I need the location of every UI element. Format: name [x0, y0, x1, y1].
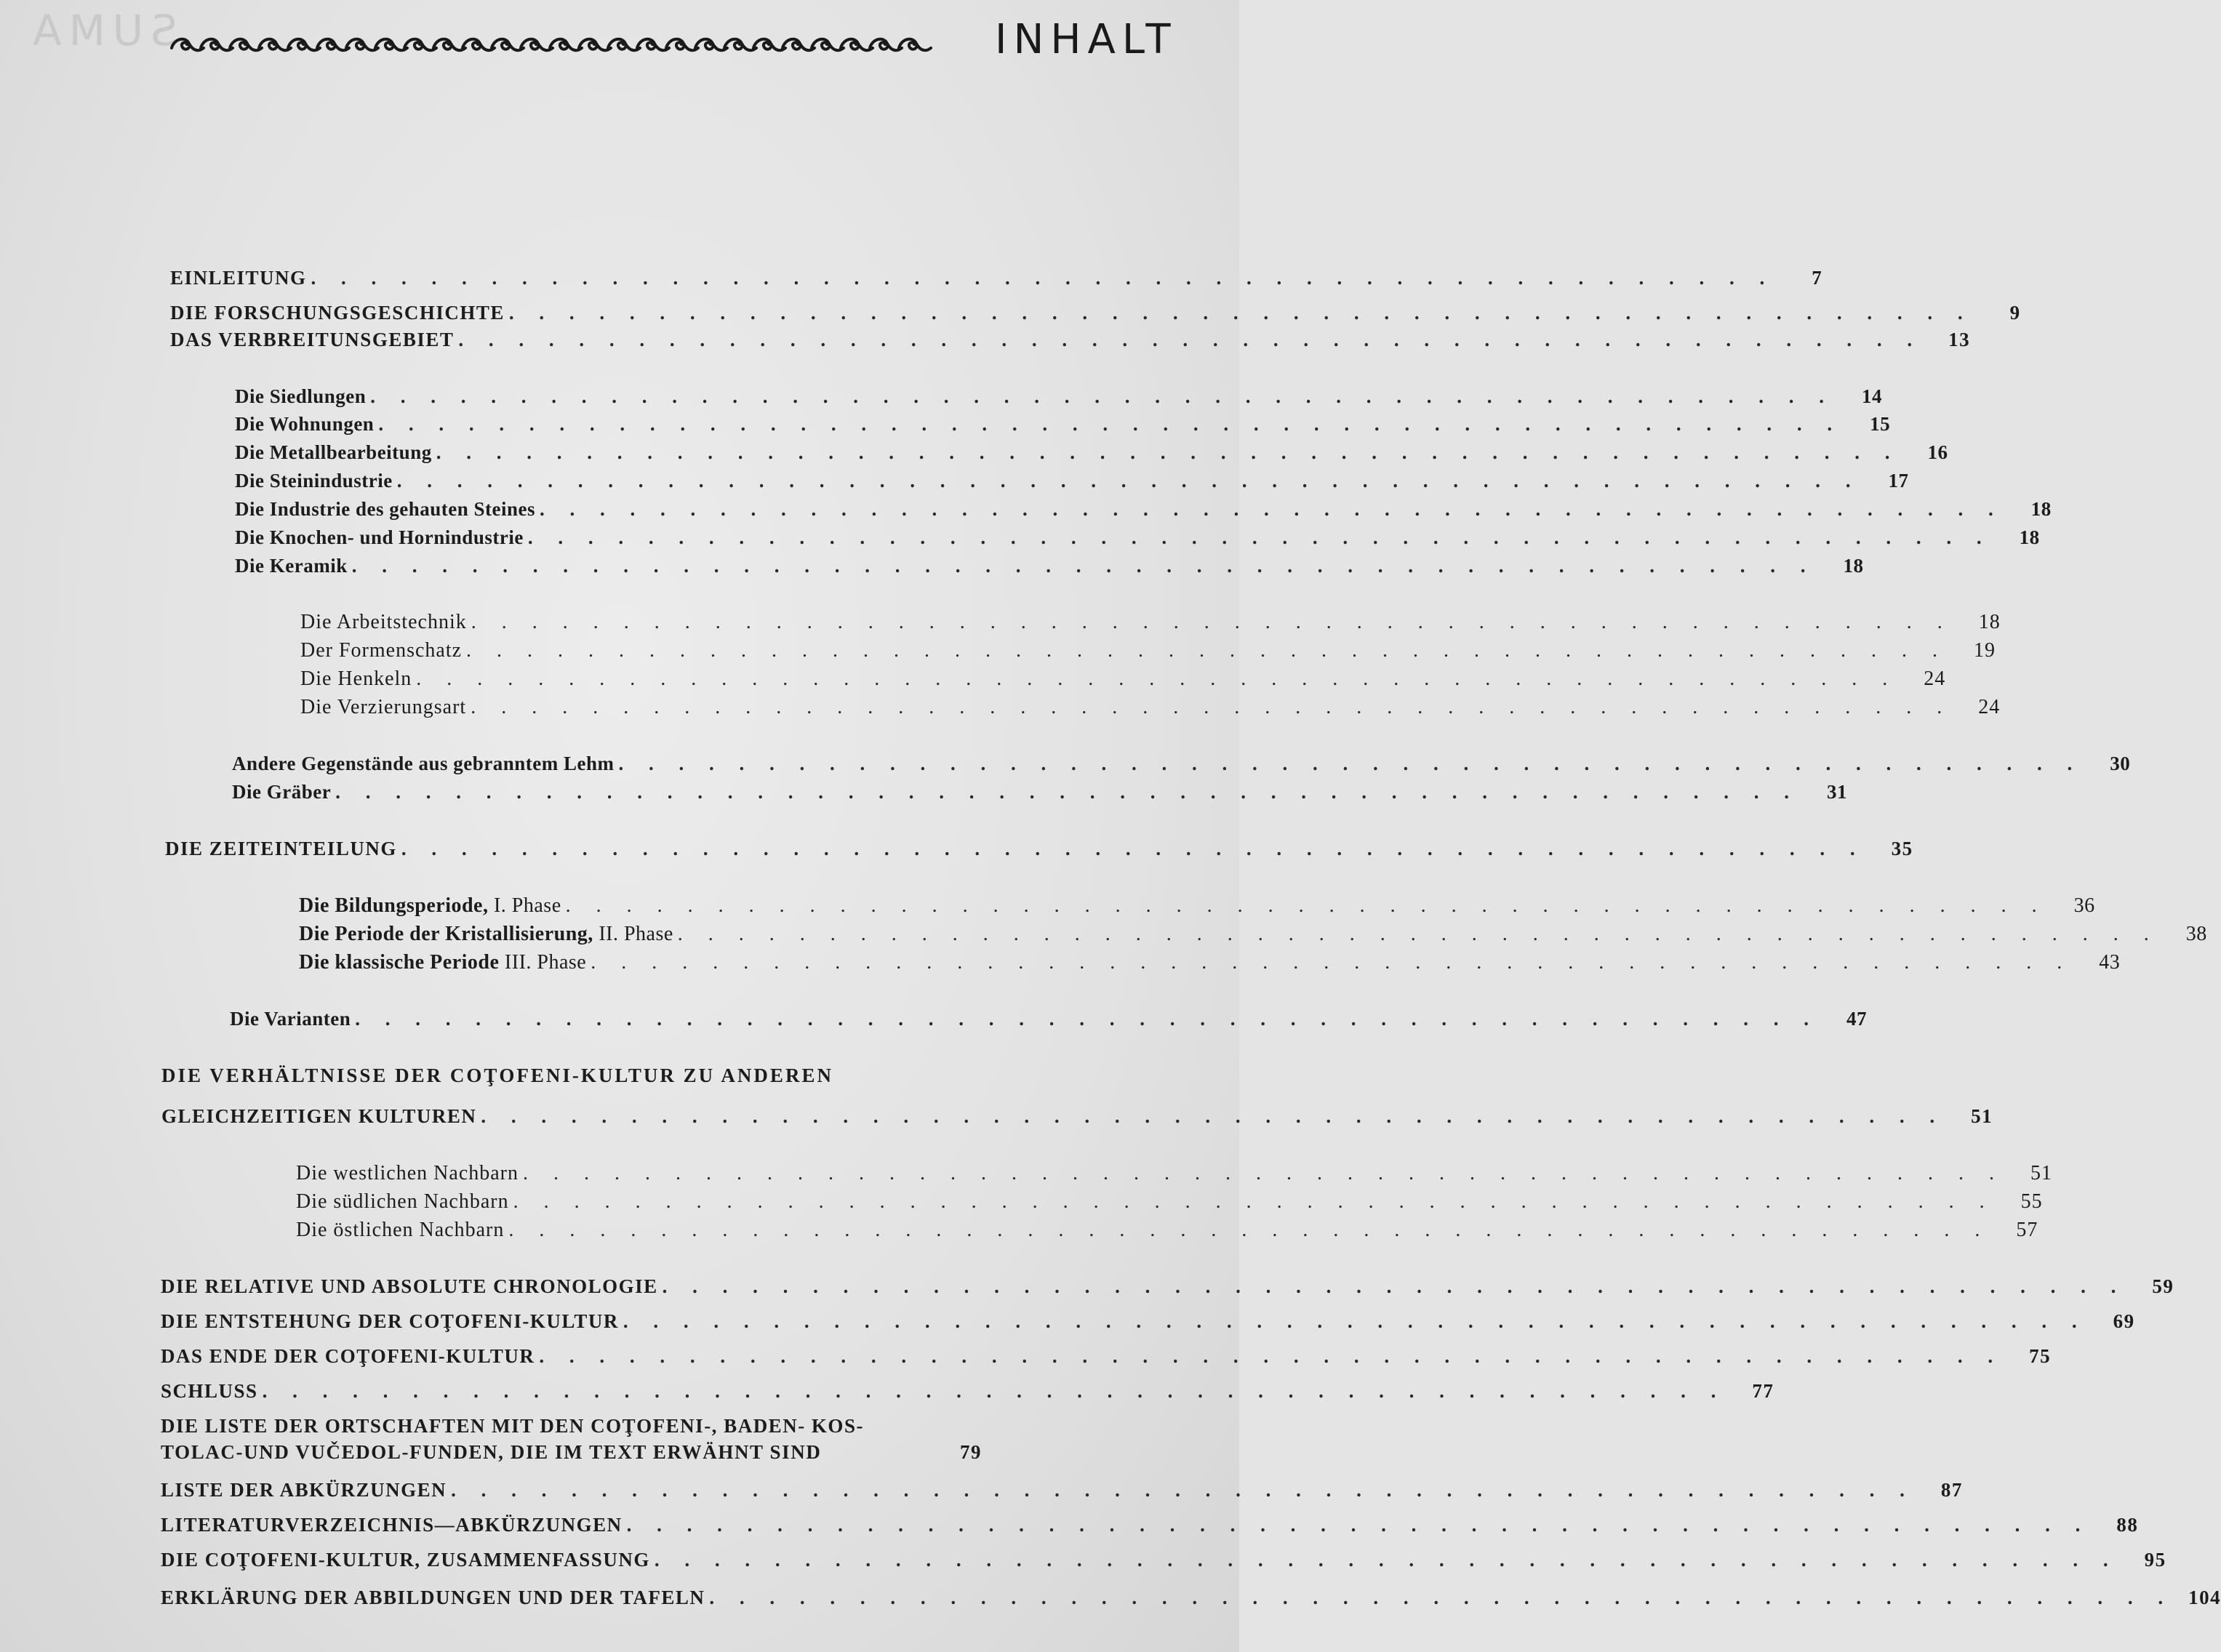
leader-dots: . . . . . . . . . . . . . . . . . . . . . . . . . . . . . . . . . . . . . . . . . . . . . . . . . — [508, 302, 1973, 324]
toc-page-number: 15 — [1870, 413, 1891, 435]
toc-entry-label: Die Henkeln — [300, 667, 412, 690]
toc-entry-arbeitstechnik — [300, 611, 2001, 634]
toc-entry-keramik — [235, 555, 1864, 577]
toc-page-number: 75 — [2029, 1345, 2052, 1367]
toc-page-number: 77 — [1752, 1380, 1774, 1402]
leader-dots: . . . . . . . . . . . . . . . . . . . . . . . . . . . . . . . . . . . . . . . . . . . . . . . . . — [471, 696, 1953, 718]
toc-page-number: 30 — [2110, 753, 2131, 774]
toc-entry-label: DIE COŢOFENI-KULTUR, ZUSAMMENFASSUNG — [161, 1549, 650, 1571]
toc-page-number: 16 — [1927, 441, 1948, 463]
toc-page-number: 17 — [1888, 470, 1909, 492]
toc-entry-henkeln — [300, 667, 1946, 691]
toc-entry-label: LITERATURVERZEICHNIS—ABKÜRZUNGEN — [161, 1514, 623, 1536]
toc-entry-ortschaften-line1 — [161, 1415, 910, 1438]
toc-entry-zusammenfassung — [161, 1549, 2166, 1571]
toc-entry-metallbearbeitung — [235, 441, 1948, 464]
toc-entry-label-line1: DIE LISTE DER ORTSCHAFTEN MIT DEN COŢOFENI-, BADEN- KOS- — [161, 1415, 864, 1437]
toc-page-number: 13 — [1948, 329, 1971, 350]
leader-dots: . . . . . . . . . . . . . . . . . . . . . . . . . . . . . . . . . . . . . . . . . . . . . . . . . — [378, 413, 1843, 435]
leader-dots: . . . . . . . . . . . . . . . . . . . . . . . . . . . . . . . . . . . . . . . . . . . . . . . . . — [451, 1479, 1915, 1501]
toc-page-number: 95 — [2144, 1549, 2166, 1571]
toc-page-number: 69 — [2113, 1310, 2135, 1332]
toc-page-number: 38 — [2185, 923, 2207, 945]
leader-dots: . . . . . . . . . . . . . . . . . . . . . . . . . . . . . . . . . . . . . . . . . . . . . . . . . — [262, 1380, 1726, 1402]
toc-entry-label: Die östlichen Nachbarn — [296, 1219, 505, 1241]
toc-entry-label: Die Keramik — [235, 555, 348, 577]
page-title: INHALT — [995, 16, 1177, 63]
toc-page-number: 88 — [2116, 1514, 2139, 1536]
bleed-through-title: SUMA — [25, 6, 177, 55]
toc-entry-label: Die klassische Periode III. Phase — [299, 951, 587, 974]
toc-entry-literaturverzeichnis — [161, 1514, 2139, 1536]
toc-entry-wohnungen — [235, 413, 1891, 436]
toc-entry-label: Die Metallbearbeitung — [235, 441, 432, 463]
toc-entry-label: Der Formenschatz — [300, 639, 463, 662]
toc-page-number: 18 — [2030, 498, 2052, 520]
leader-dots: . . . . . . . . . . . . . . . . . . . . . . . . . . . . . . . . . . . . . . . . . . . . . . . . . — [591, 951, 2073, 974]
toc-page-number: 18 — [1843, 555, 1864, 577]
toc-page-number: 7 — [1812, 267, 1823, 289]
leader-dots: . . . . . . . . . . . . . . . . . . . . . . . . . . . . . . . . . . . . . . . . . . . . . . . . . — [351, 555, 1816, 577]
leader-dots: . . . . . . . . . . . . . . . . . . . . . . . . . . . . . . . . . . . . . . . . . . . . . . . . . — [539, 1345, 2004, 1367]
toc-page-number: 43 — [2099, 951, 2121, 974]
toc-entry-abkuerzungen — [161, 1479, 1963, 1501]
toc-entry-siedlungen — [235, 385, 1883, 408]
toc-page-number: 31 — [1826, 781, 1847, 803]
toc-entry-knochen-hornindustrie — [235, 526, 2040, 549]
leader-dots: . . . . . . . . . . . . . . . . . . . . . . . . . . . . . . . . . . . . . . . . . . . . . . . . . — [626, 1514, 2091, 1536]
toc-entry-label: Die Bildungsperiode, I. Phase — [299, 894, 561, 917]
leader-dots: . . . . . . . . . . . . . . . . . . . . . . . . . . . . . . . . . . . . . . . . . . . . . . . . . — [335, 781, 1799, 803]
toc-page-number: 87 — [1940, 1479, 1963, 1501]
leader-dots: . . . . . . . . . . . . . . . . . . . . . . . . . . . . . . . . . . . . . . . . . . . . . . . . . — [481, 1105, 1945, 1127]
toc-entry-suedlichen-nachbarn — [296, 1190, 2043, 1214]
toc-entry-label: Die südlichen Nachbarn — [296, 1190, 509, 1213]
toc-page-number: 79 — [960, 1441, 982, 1463]
toc-entry-gehauten-steines — [235, 498, 2052, 521]
toc-entry-label: Die Varianten — [230, 1008, 351, 1030]
toc-page-number: 51 — [2030, 1162, 2052, 1184]
toc-entry-label: DAS VERBREITUNSGEBIET — [170, 329, 455, 350]
toc-entry-label: Die Periode der Kristallisierung, II. Phase — [299, 923, 673, 945]
toc-entry-westlichen-nachbarn — [296, 1162, 2052, 1185]
leader-dots: . . . . . . . . . . . . . . . . . . . . . . . . . . . . . . . . . . . . . . . . . . . . . . . . . — [355, 1008, 1820, 1030]
toc-entry-label: DIE ZEITEINTEILUNG — [165, 838, 397, 859]
toc-entry-label: Die Siedlungen — [235, 385, 367, 407]
toc-entry-label: Die Gräber — [232, 781, 332, 803]
toc-entry-label: GLEICHZEITIGEN KULTUREN — [161, 1105, 477, 1127]
toc-page-number: 35 — [1891, 838, 1913, 859]
toc-entry-label: LISTE DER ABKÜRZUNGEN — [161, 1479, 447, 1501]
toc-entry-label-line1: DIE VERHÄLTNISSE DER COŢOFENI-KULTUR ZU ANDEREN — [161, 1064, 833, 1086]
toc-entry-label: TOLAC-UND VUČEDOL-FUNDEN, DIE IM TEXT ERWÄHNT SIND — [161, 1441, 822, 1463]
toc-page-number: 24 — [1924, 667, 1946, 690]
leader-dots: . . . . . . . . . . . . . . . . . . . . . . . . . . . . . . . . . . . . . . . . . . . . . . . . . — [662, 1275, 2126, 1297]
leader-dots: . . . . . . . . . . . . . . . . . . . . . . . . . . . . . . . . . . . . . . . . . . . . . . . . . — [466, 639, 1948, 662]
leader-dots: . . . . . . . . . . . . . . . . . . . . . . . . . . . . . . . . . . . . . . . . . . . . . . . . . — [508, 1219, 1990, 1241]
toc-page-number: 14 — [1862, 385, 1883, 407]
toc-entry-label: Andere Gegenstände aus gebranntem Lehm — [232, 753, 615, 774]
toc-entry-chronologie — [161, 1275, 2174, 1298]
toc-entry-label: Die westlichen Nachbarn — [296, 1162, 519, 1184]
toc-entry-label: EINLEITUNG — [170, 267, 307, 289]
leader-dots: . . . . . . . . . . . . . . . . . . . . . . . . . . . . . . . . . . . . . . . . . . . . . . . . . — [709, 1587, 2174, 1608]
leader-dots: . . . . . . . . . . . . . . . . . . . . . . . . . . . . . . . . . . . . . . . . . . . . . . . . . — [370, 385, 1835, 407]
leader-dots: . . . . . . . . . . . . . . . . . . . . . . . . . . . . . . . . . . . . . . . . . . . . . . . . . — [677, 923, 2159, 945]
leader-dots: . . . . . . . . . . . . . . . . . . . . . . . . . . . . . . . . . . . . . . . . . . . . . . . . . — [311, 267, 1775, 289]
toc-entry-label: Die Steinindustrie — [235, 470, 393, 492]
toc-page-number: 19 — [1974, 639, 1996, 662]
leader-dots: . . . . . . . . . . . . . . . . . . . . . . . . . . . . . . . . . . . . . . . . . . . . . . . . . — [396, 470, 1861, 492]
toc-entry-graeber — [232, 781, 1847, 803]
toc-entry-label: Die Industrie des gehauten Steines — [235, 498, 536, 520]
toc-entry-label: DIE ENTSTEHUNG DER COŢOFENI-KULTUR — [161, 1310, 619, 1332]
toc-entry-verhaeltnisse-line1 — [161, 1064, 905, 1087]
leader-dots: . . . . . . . . . . . . . . . . . . . . . . . . . . . . . . . . . . . . . . . . . . . . . . . . . — [527, 526, 1992, 548]
leader-dots: . . . . . . . . . . . . . . . . . . . . . . . . . . . . . . . . . . . . . . . . . . . . . . . . . — [436, 441, 1900, 463]
toc-page-number: 47 — [1846, 1008, 1868, 1030]
toc-entry-ortschaften — [161, 1441, 982, 1464]
toc-entry-label: DAS ENDE DER COŢOFENI-KULTUR — [161, 1345, 535, 1367]
leader-dots: . . . . . . . . . . . . . . . . . . . . . . . . . . . . . . . . . . . . . . . . . . . . . . . . . — [565, 894, 2047, 917]
toc-entry-bildungsperiode — [299, 894, 2095, 918]
toc-entry-varianten — [230, 1008, 1868, 1030]
toc-entry-klassische-periode — [299, 951, 2121, 974]
leader-dots: . . . . . . . . . . . . . . . . . . . . . . . . . . . . . . . . . . . . . . . . . . . . . . . . . — [623, 1310, 2087, 1332]
leader-dots: . . . . . . . . . . . . . . . . . . . . . . . . . . . . . . . . . . . . . . . . . . . . . . . . . — [471, 611, 1953, 633]
toc-entry-label: Die Arbeitstechnik — [300, 611, 467, 633]
toc-entry-label: DIE FORSCHUNGSGESCHICHTE — [170, 302, 505, 324]
leader-dots: . . . . . . . . . . . . . . . . . . . . . . . . . . . . . . . . . . . . . . . . . . . . . . . . . — [654, 1549, 2118, 1571]
toc-entry-forschungsgeschichte — [170, 302, 2021, 324]
toc-entry-label: Die Verzierungsart — [300, 696, 467, 718]
leader-dots: . . . . . . . . . . . . . . . . . . . . . . . . . . . . . . . . . . . . . . . . . . . . . . . . . — [458, 329, 1923, 350]
toc-entry-erklaerung — [161, 1587, 2221, 1609]
leader-dots: . . . . . . . . . . . . . . . . . . . . . . . . . . . . . . . . . . . . . . . . . . . . . . . . . — [523, 1162, 2004, 1184]
toc-page-number: 18 — [1978, 611, 2001, 633]
toc-page-number: 18 — [2019, 526, 2040, 548]
toc-entry-label: ERKLÄRUNG DER ABBILDUNGEN UND DER TAFELN — [161, 1587, 705, 1608]
toc-entry-gebranntem-lehm — [232, 753, 2131, 775]
toc-entry-ende — [161, 1345, 2052, 1368]
toc-entry-zeiteinteilung — [165, 838, 1913, 860]
leader-dots: . . . . . . . . . . . . . . . . . . . . . . . . . . . . . . . . . . . . . . . . . . . . . . . . . — [416, 667, 1898, 690]
leader-dots: . . . . . . . . . . . . . . . . . . . . . . . . . . . . . . . . . . . . . . . . . . . . . . . . . — [618, 753, 2083, 774]
toc-entry-formenschatz — [300, 639, 1996, 662]
toc-page-number: 36 — [2073, 894, 2095, 917]
toc-page-number: 57 — [2016, 1219, 2038, 1241]
toc-entry-oestlichen-nachbarn — [296, 1219, 2038, 1242]
toc-entry-verbreitunsgebiet — [170, 329, 1971, 351]
toc-entry-kristallisierung — [299, 923, 2207, 946]
toc-entry-label: Die Wohnungen — [235, 413, 375, 435]
toc-page-number: 104 — [2188, 1587, 2221, 1608]
toc-page-number: 59 — [2152, 1275, 2174, 1297]
toc-entry-label: Die Knochen- und Hornindustrie — [235, 526, 524, 548]
toc-page-number: 24 — [1978, 696, 2001, 718]
leader-dots: . . . . . . . . . . . . . . . . . . . . . . . . . . . . . . . . . . . . . . . . . . . . . . . . . — [401, 838, 1865, 859]
toc-entry-label: SCHLUSS — [161, 1380, 258, 1402]
toc-page-number: 55 — [2020, 1190, 2043, 1213]
toc-page-number: 51 — [1971, 1105, 1993, 1127]
toc-entry-verzierungsart — [300, 696, 2001, 719]
toc-page-number: 9 — [2009, 302, 2021, 324]
toc-entry-entstehung — [161, 1310, 2135, 1333]
leader-dots: . . . . . . . . . . . . . . . . . . . . . . . . . . . . . . . . . . . . . . . . . . . . . . . . . — [513, 1190, 1995, 1213]
toc-entry-label: DIE RELATIVE UND ABSOLUTE CHRONOLOGIE — [161, 1275, 658, 1297]
leader-dots: . . . . . . . . . . . . . . . . . . . . . . . . . . . . . . . . . . . . . . . . . . . . . . . . . — [540, 498, 2004, 520]
toc-entry-einleitung — [170, 267, 1823, 289]
toc-entry-gleichzeitigen-kulturen — [161, 1105, 1993, 1128]
toc-entry-steinindustrie — [235, 470, 1909, 492]
toc-entry-schluss — [161, 1380, 1774, 1403]
